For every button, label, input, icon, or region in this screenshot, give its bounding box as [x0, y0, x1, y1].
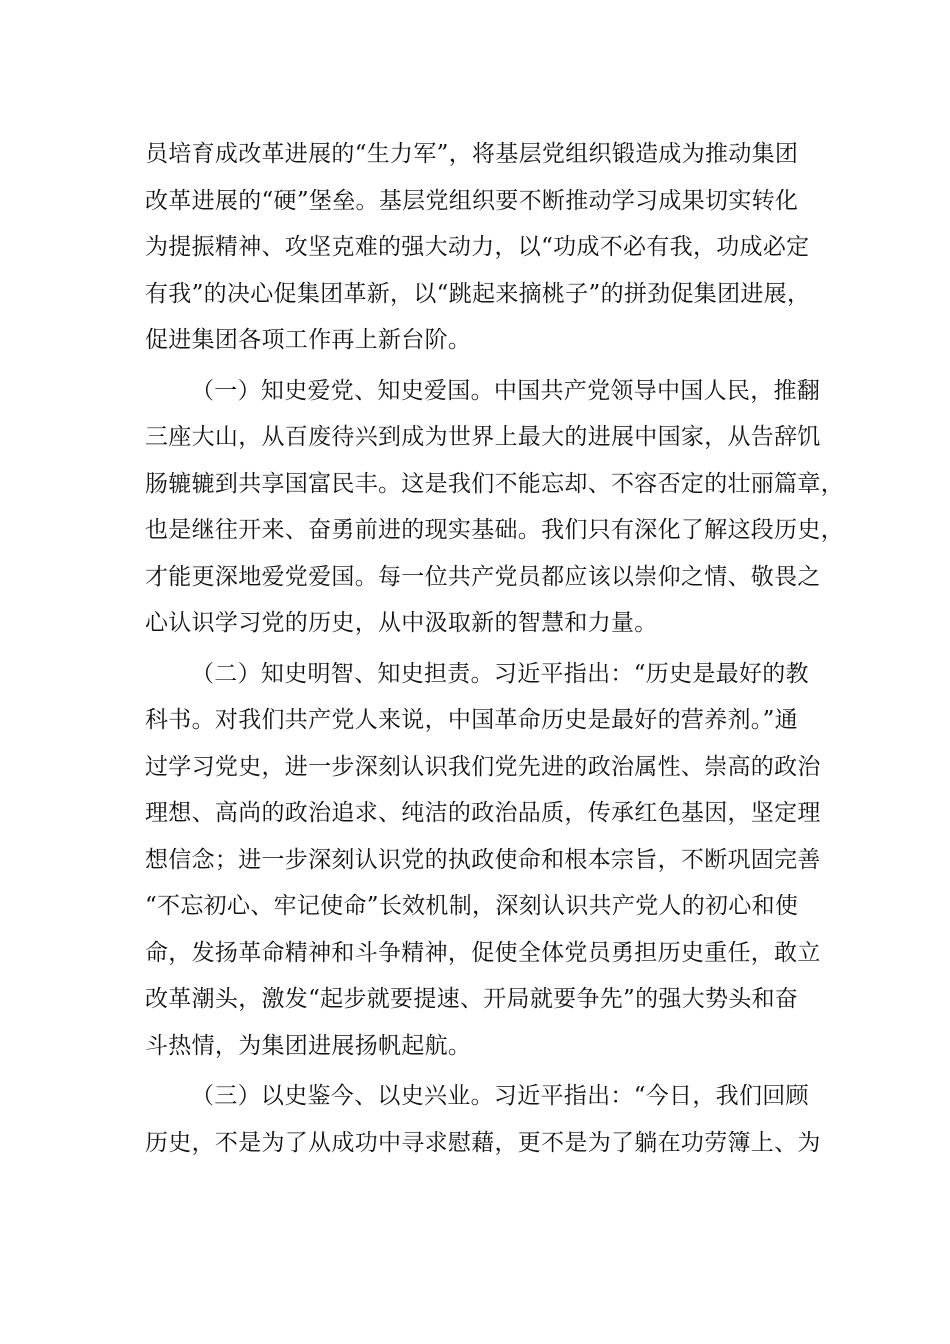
paragraph-3-start: （三）以史鉴今、以史兴业。习近平指出：“今日，我们回顾: [191, 1083, 809, 1109]
text-line: 也是继往开来、奋勇前进的现实基础。我们只有深化了解这段历史，: [145, 517, 844, 543]
text-line: 促进集团各项工作再上新台阶。: [145, 327, 472, 353]
body-text: [145, 131, 844, 1166]
text-line: 为提振精神、攻坚克难的强大动力，以“功成不必有我，功成必定: [145, 234, 810, 260]
text-line: 改革潮头，激发“起步就要提速、开局就要争先”的强大势头和奋: [145, 986, 799, 1012]
text-line: 历史，不是为了从成功中寻求慰藉，更不是为了躺在功劳簿上、为: [145, 1129, 821, 1156]
text-line: “不忘初心、牢记使命”长效机制，深刻认识共产党人的初心和使: [145, 893, 799, 919]
text-line: 改革进展的“硬”堡垒。基层党组织要不断推动学习成果切实转化: [145, 187, 799, 214]
text-line: 肠辘辘到共享国富民丰。这是我们不能忘却、不容否定的壮丽篇章，: [145, 470, 844, 497]
text-line: 才能更深地爱党爱国。每一位共产党员都应该以崇仰之情、敬畏之: [145, 563, 821, 590]
text-line: 过学习党史，进一步深刻认识我们党先进的政治属性、崇高的政治: [145, 753, 821, 780]
text-line: 员培育成改革进展的“生力军”，将基层党组织锻造成为推动集团: [145, 141, 799, 167]
text-line: 理想、高尚的政治追求、纯洁的政治品质，传承红色基因，坚定理: [145, 800, 821, 826]
text-line: 斗热情，为集团进展扬帆起航。: [145, 1032, 472, 1059]
paragraph-1-start: （一）知史爱党、知史爱国。中国共产党领导中国人民，推翻: [191, 377, 821, 404]
text-line: 心认识学习党的历史，从中汲取新的智慧和力量。: [145, 610, 658, 636]
text-line: 三座大山，从百废待兴到成为世界上最大的进展中国家，从告辞饥: [145, 424, 821, 450]
text-line: 有我”的决心促集团革新，以“跳起来摘桃子”的拼劲促集团进展，: [145, 280, 811, 307]
text-line: 想信念；进一步深刻认识党的执政使命和根本宗旨，不断巩固完善: [145, 846, 821, 873]
text-line: 科书。对我们共产党人来说，中国革命历史是最好的营养剂。”通: [145, 707, 798, 733]
paragraph-2-start: （二）知史明智、知史担责。习近平指出：“历史是最好的教: [191, 660, 809, 687]
text-line: 命，发扬革命精神和斗争精神，促使全体党员勇担历史重任，敢立: [145, 939, 821, 966]
